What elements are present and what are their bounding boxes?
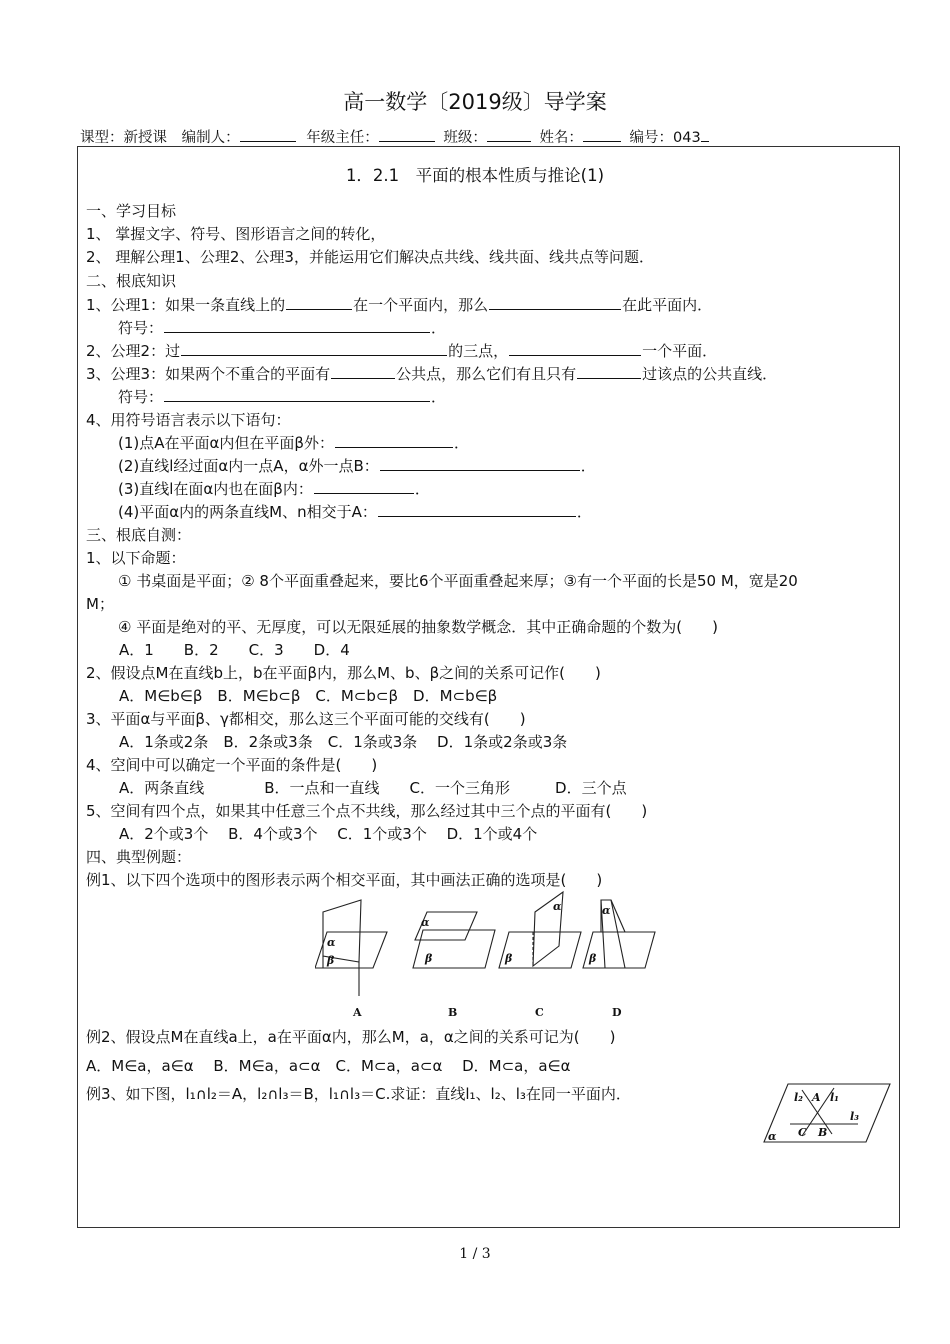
q4-1-blank[interactable] (335, 433, 453, 448)
figure-a-plane-beta (315, 932, 387, 968)
period: ． (576, 503, 592, 521)
question-4-4 (118, 502, 592, 522)
goals-heading: 一、学习目标 (86, 202, 177, 220)
class-label: 班级： (443, 130, 487, 146)
axiom-2-part-c: 一个平面． (642, 342, 718, 360)
editor-label: 编制人： (181, 130, 240, 146)
goal-2: 2、 理解公理1、公理2、公理3，并能运用它们解决点共线、线共面、线共点等问题． (86, 248, 654, 266)
three-lines-figure (762, 1080, 892, 1146)
symbol-label: 符号： (118, 319, 164, 337)
q4-4-text: (4)平面α内的两条直线M、n相交于A： (118, 503, 377, 521)
number-value: 043 (673, 130, 701, 146)
q4-2-blank[interactable] (380, 456, 580, 471)
figure-c-alpha-label: α (553, 900, 562, 913)
axiom-1-part-b: 在一个平面内，那么 (353, 296, 489, 314)
example-1: 例1、以下四个选项中的图形表示两个相交平面，其中画法正确的选项是( ) (86, 871, 603, 889)
figure-a-label: A (353, 1006, 362, 1019)
grade-head-label: 年级主任： (306, 130, 379, 146)
question-4: 4、用符号语言表示以下语句： (86, 411, 291, 429)
editor-blank (240, 126, 296, 142)
question-4-1 (118, 433, 469, 453)
figure-b-label: B (448, 1006, 458, 1019)
course-type: 课型：新授课 (80, 130, 167, 146)
figure-b-beta-label: β (425, 952, 433, 965)
figure-d-alpha-label: α (602, 904, 611, 917)
axiom-3-symbol-blank[interactable] (164, 387, 430, 402)
axiom-1-symbol (118, 318, 446, 338)
test-1-line-2: ④ 平面是绝对的平、无厚度，可以无限延展的抽象数学概念．其中正确命题的个数为( ) (118, 618, 718, 636)
basics-heading: 二、根底知识 (86, 272, 177, 290)
period: ． (431, 319, 447, 337)
q4-2-text: (2)直线l经过面α内一点A，α外一点B： (118, 457, 379, 475)
axiom-1 (86, 295, 712, 315)
axiom-3-symbol (118, 387, 446, 407)
number-tail (701, 126, 709, 142)
selftest-heading: 三、根底自测： (86, 526, 192, 544)
label-c: C (798, 1126, 807, 1139)
grade-head-blank (379, 126, 435, 142)
label-l1: l₁ (830, 1091, 839, 1104)
test-5-options: A．2个或3个 B．4个或3个 C．1个或3个 D．1个或4个 (119, 825, 538, 843)
q4-1-text: (1)点A在平面α内但在平面β外： (118, 434, 334, 452)
q4-4-blank[interactable] (378, 502, 576, 517)
q4-3-blank[interactable] (314, 479, 414, 494)
axiom-2-part-b: 的三点， (448, 342, 509, 360)
period: ． (414, 480, 430, 498)
axiom-1-part-a: 1、公理1：如果一条直线上的 (86, 296, 286, 314)
axiom-3-part-b: 公共点，那么它们有且只有 (396, 365, 577, 383)
period: ． (431, 388, 447, 406)
axiom-3-blank-1[interactable] (331, 364, 395, 379)
test-1-line-1b: M； (86, 595, 114, 613)
number-label: 编号： (629, 130, 674, 146)
axiom-2-blank-1[interactable] (181, 341, 447, 356)
example-3: 例3、如下图，l₁∩l₂＝A，l₂∩l₃＝B，l₁∩l₃＝C.求证：直线l₁、l₂、l₃在同一平面内． (86, 1085, 631, 1103)
test-1: 1、以下命题： (86, 549, 186, 567)
label-b: B (818, 1126, 828, 1139)
intersecting-planes-figures (315, 888, 665, 1020)
example-2: 例2、假设点M在直线a上，a在平面α内，那么M，a，α之间的关系可记为( ) (86, 1028, 616, 1046)
test-4: 4、空间中可以确定一个平面的条件是( ) (86, 756, 378, 774)
label-a: A (812, 1091, 821, 1104)
figure-a-beta-label: β (327, 954, 335, 967)
example-2-options: A．M∈a，a∈α B．M∈a，a⊂α C．M⊂a，a⊂α D．M⊂a，a∈α (86, 1057, 571, 1075)
figure-d-label: D (612, 1006, 622, 1019)
label-l3: l₃ (850, 1110, 859, 1123)
test-3-options: A．1条或2条 B．2条或3条 C．1条或3条 D．1条或2条或3条 (119, 733, 568, 751)
axiom-3 (86, 364, 777, 384)
axiom-3-blank-2[interactable] (577, 364, 641, 379)
question-4-2 (118, 456, 596, 476)
class-blank (487, 126, 531, 142)
goal-1: 1、 掌握文字、符号、图形语言之间的转化， (86, 225, 386, 243)
figure-b-alpha-label: α (421, 916, 430, 929)
figure-d-beta-label: β (589, 952, 597, 965)
period: ． (580, 457, 596, 475)
test-4-options: A．两条直线 B．一点和一直线 C．一个三角形 D．三个点 (119, 779, 627, 797)
axiom-2-part-a: 2、公理2：过 (86, 342, 181, 360)
axiom-1-symbol-blank[interactable] (164, 318, 430, 333)
meta-line (80, 126, 709, 147)
axiom-1-blank-2[interactable] (489, 295, 621, 310)
lesson-title (0, 162, 950, 186)
question-4-3 (118, 479, 430, 499)
figure-a-plane-alpha (323, 900, 361, 962)
figure-c-beta-label: β (505, 952, 513, 965)
q4-3-text: (3)直线l在面α内也在面β内： (118, 480, 313, 498)
axiom-3-part-a: 3、公理3：如果两个不重合的平面有 (86, 365, 331, 383)
period: ． (453, 434, 469, 452)
axiom-2-blank-2[interactable] (509, 341, 641, 356)
figure-c-label: C (535, 1006, 544, 1019)
test-2-options: A．M∈b∈β B．M∈b⊂β C．M⊂b⊂β D．M⊂b∈β (119, 687, 498, 705)
name-blank (583, 126, 621, 142)
test-1-line-1: ① 书桌面是平面；② 8个平面重叠起来，要比6个平面重叠起来厚；③有一个平面的长是50 M，宽是20 (118, 572, 798, 590)
lesson-title-text: 1．2.1 平面的根本性质与推论(1) (345, 166, 605, 185)
label-alpha: α (768, 1130, 777, 1143)
test-5: 5、空间有四个点，如果其中任意三个点不共线，那么经过其中三个点的平面有( ) (86, 802, 648, 820)
document-title (0, 86, 950, 116)
test-3: 3、平面α与平面β、γ都相交，那么这三个平面可能的交线有( ) (86, 710, 526, 728)
axiom-1-part-c: 在此平面内． (622, 296, 713, 314)
test-2: 2、假设点M在直线b上，b在平面β内，那么M、b、β之间的关系可记作( ) (86, 664, 601, 682)
page-number: 1 / 3 (459, 1246, 491, 1262)
title-text: 高一数学〔2019级〕导学案 (343, 90, 607, 114)
figure-a-alpha-label: α (327, 936, 336, 949)
examples-heading: 四、典型例题： (86, 848, 192, 866)
label-l2: l₂ (794, 1091, 803, 1104)
name-label: 姓名： (539, 130, 583, 146)
axiom-2 (86, 341, 717, 361)
symbol-label: 符号： (118, 388, 164, 406)
test-1-options: A．1 B．2 C．3 D．4 (119, 641, 350, 659)
axiom-1-blank-1[interactable] (286, 295, 352, 310)
axiom-3-part-c: 过该点的公共直线． (642, 365, 778, 383)
